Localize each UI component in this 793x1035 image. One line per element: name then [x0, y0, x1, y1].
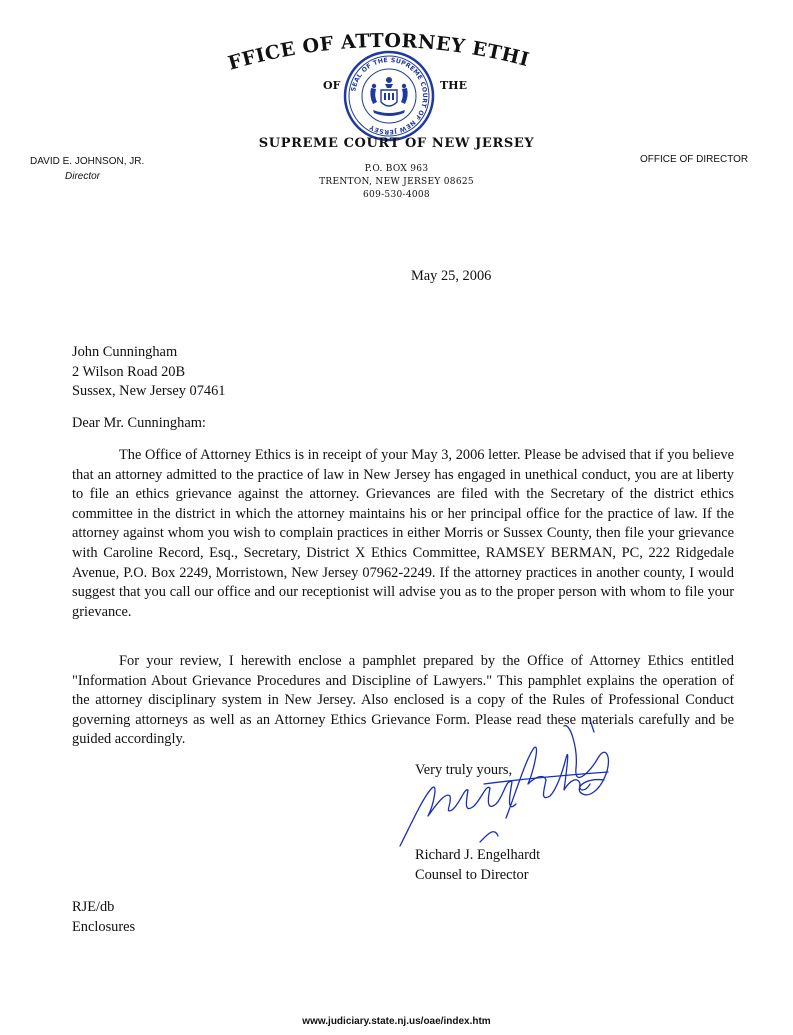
footer-url: www.judiciary.state.nj.us/oae/index.htm: [302, 1016, 491, 1027]
signer-block: [415, 846, 540, 885]
initials-line: RJE/db: [72, 899, 115, 915]
recipient-line: 2 Wilson Road 20B: [72, 363, 186, 380]
address-line: TRENTON, NEW JERSEY 08625: [319, 177, 474, 187]
address-line: P.O. BOX 963: [364, 164, 429, 174]
of-label: OF: [323, 79, 341, 92]
director-title: Director: [65, 171, 101, 182]
seal-text: SEAL OF THE SUPREME COURT OF NEW JERSEY: [350, 56, 429, 136]
body-paragraph-1: The Office of Attorney Ethics is in receipt of your May 3, 2006 letter. Please be advised that if you believe that an attorney admitted to the practice of law in New Jersey has engaged in unethical conduct, you are at liberty to file an ethics grievance against the attorney. Grievances are filed with the Secretary of the district ethics committee in the district in which the attorney maintains his or her principal office for the practice of law. If the attorney against whom you wish to complain practices in either Morris or Sussex County, then file your grievance with Caroline Record, Esq., Secretary, District X Ethics Committee, RAMSEY BERMAN, PC, 222 Ridgedale Avenue, P.O. Box 2249, Morristown, New Jersey 07962-2249. If the attorney practices in another county, I would suggest that you call our office and our receptionist will advise you as to the proper person with whom to file your grievance.: [72, 447, 734, 620]
recipient-address: [72, 343, 225, 402]
closing: Very truly yours,: [415, 762, 513, 778]
enclosures-line: Enclosures: [72, 918, 136, 935]
the-label: THE: [440, 79, 467, 92]
body-paragraph-2: For your review, I herewith enclose a pamphlet prepared by the Office of Attorney Ethics entitled "Information About Grievance Procedures and Discipline of Lawyers." This pamphlet explains the operation of the attorney disciplinary system in New Jersey. Also enclosed is a copy of the Rules of Professional Conduct governing attorneys as well as an Attorney Ethics Grievance Form. Please read these materials carefully and be guided accordingly.: [72, 653, 734, 748]
recipient-line: Sussex, New Jersey 07461: [72, 383, 226, 400]
signer-name: Richard J. Engelhardt: [415, 847, 541, 863]
recipient-line: John Cunningham: [72, 344, 178, 360]
letter-date: May 25, 2006: [411, 268, 492, 284]
director-block: [30, 154, 144, 184]
reference-initials: [72, 898, 135, 937]
office-of-director-label: OFFICE OF DIRECTOR: [640, 154, 749, 165]
signer-title: Counsel to Director: [415, 866, 529, 883]
salutation: Dear Mr. Cunningham:: [72, 415, 206, 431]
court-name: SUPREME COURT OF NEW JERSEY: [258, 136, 535, 151]
director-name: DAVID E. JOHNSON, JR.: [30, 156, 145, 167]
address-line: 609-530-4008: [363, 190, 430, 200]
svg-text:OFFICE OF ATTORNEY ETHICS: OFFICE OF ATTORNEY ETHICS: [216, 5, 532, 75]
handwritten-signature-icon: [394, 718, 624, 850]
new-jersey-seal-icon: [343, 50, 435, 142]
